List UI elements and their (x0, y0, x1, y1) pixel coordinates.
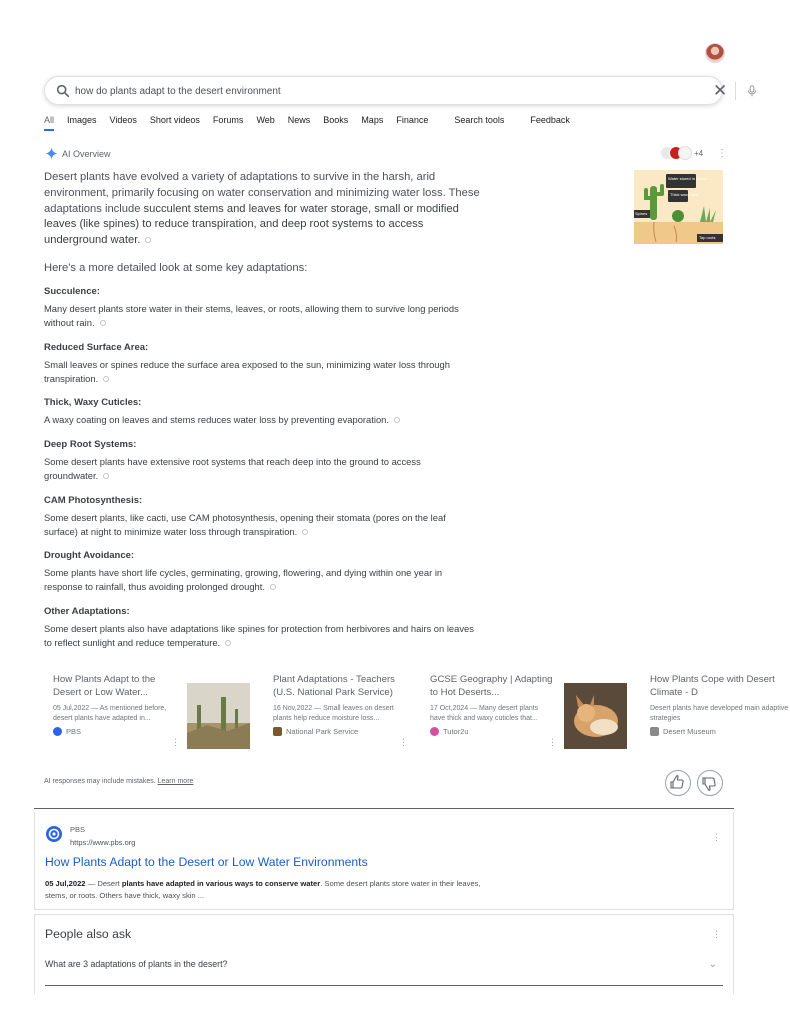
more-options-icon[interactable]: ⋮ (717, 147, 728, 159)
card-source: National Park Service (286, 727, 359, 736)
tab-books[interactable]: Books (323, 115, 349, 125)
paa-divider (45, 985, 723, 986)
card-title[interactable]: Plant Adaptations - Teachers (U.S. National Park Service) (273, 674, 395, 698)
link-icon[interactable] (301, 528, 309, 536)
section-text: A waxy coating on leaves and stems reduces water loss by preventing evaporation. (44, 414, 389, 425)
card-title[interactable]: How Plants Cope with Desert Climate - D (650, 674, 775, 698)
result-date: 05 Jul,2022 (45, 879, 86, 888)
ai-overview-intro (44, 170, 484, 249)
card-title[interactable]: GCSE Geography | Adapting to Hot Deserts... (430, 674, 553, 698)
adaptation-section (44, 286, 476, 330)
section-title: Thick, Waxy Cuticles: (44, 397, 142, 408)
source-card[interactable] (430, 673, 630, 759)
source-count: +4 (694, 148, 704, 158)
adaptation-section (44, 342, 476, 386)
source-card[interactable] (273, 673, 413, 759)
search-divider (735, 82, 736, 100)
card-thumbnail[interactable] (187, 683, 250, 749)
ai-overview-header (44, 146, 111, 161)
tab-finance[interactable]: Finance (396, 115, 429, 125)
people-also-ask (34, 914, 734, 994)
label-stems: Water stored in stems (668, 176, 707, 181)
search-input[interactable] (75, 82, 665, 100)
source-card[interactable] (53, 673, 253, 759)
link-icon[interactable] (102, 472, 110, 480)
adaptation-section (44, 606, 476, 650)
section-text: Some plants have short life cycles, germinating, growing, flowering, and dying within one year in response to rainfall, thus avoiding prolonged drought. (44, 567, 443, 592)
card-snippet: 05 Jul,2022 — As mentioned before, desert plants have adapted in... (53, 705, 167, 722)
section-text: Some desert plants also have adaptations like spines for protection from herbivores and hairs on leaves to reflect sunlight and reduce temperature. (44, 623, 474, 648)
card-snippet: 17 Oct,2024 — Many desert plants have thick and waxy cuticles that... (430, 705, 539, 722)
tab-images[interactable]: Images (67, 115, 97, 125)
detail-heading: Here's a more detailed look at some key adaptations: (44, 262, 308, 274)
link-icon[interactable] (102, 375, 110, 383)
adaptation-section (44, 397, 476, 427)
thumbs-up-icon (666, 771, 690, 795)
desert-museum-favicon (650, 727, 659, 736)
paa-question[interactable]: What are 3 adaptations of plants in the desert? (45, 959, 228, 969)
thumbs-down-button[interactable] (697, 770, 723, 796)
adaptation-section (44, 495, 476, 539)
ai-overview-label: AI Overview (62, 148, 111, 159)
more-options-icon[interactable]: ⋮ (548, 737, 557, 747)
tab-feedback[interactable]: Feedback (530, 115, 570, 125)
tab-maps[interactable]: Maps (361, 115, 384, 125)
search-result (34, 812, 734, 910)
intro-highlight: succulent stems and leaves for water storage, small or modified leaves (like spines) to reduce transpiration, and deep root systems to access underground water (44, 202, 459, 247)
source-card[interactable] (650, 673, 789, 759)
section-title: Deep Root Systems: (44, 439, 137, 450)
sparkle-icon (44, 146, 59, 161)
tab-web[interactable]: Web (256, 115, 275, 125)
snippet-text: — Desert (85, 879, 122, 888)
intro-end: . (137, 234, 141, 247)
section-title: CAM Photosynthesis: (44, 495, 143, 506)
section-title: Reduced Surface Area: (44, 342, 149, 353)
tab-all[interactable]: All (44, 112, 54, 131)
source-favicon (678, 146, 692, 160)
paa-heading: People also ask (45, 927, 132, 941)
card-source: Desert Museum (663, 727, 716, 736)
result-url[interactable]: https://www.pbs.org (70, 838, 136, 847)
section-text: Small leaves or spines reduce the surface area exposed to the sun, minimizing water loss through transpiration. (44, 359, 450, 384)
tab-videos[interactable]: Videos (109, 115, 137, 125)
snippet-bold: plants have adapted in various ways to conserve water (121, 879, 321, 888)
section-title: Drought Avoidance: (44, 550, 135, 561)
link-icon[interactable] (269, 583, 277, 591)
search-icon[interactable] (55, 83, 71, 99)
search-bar[interactable] (44, 76, 728, 105)
thumbs-down-icon (698, 771, 722, 795)
card-snippet: Desert plants have developed main adaptive strategies (650, 705, 789, 722)
section-title: Other Adaptations: (44, 606, 130, 617)
section-divider (34, 808, 734, 809)
tab-short-videos[interactable]: Short videos (149, 115, 200, 125)
snippet-text: . Some desert plants store water in their leaves, stems, or roots. Others have thick, waxy skin ... (45, 879, 481, 900)
more-options-icon[interactable]: ⋮ (399, 737, 408, 747)
thumbs-up-button[interactable] (665, 770, 691, 796)
tab-search-tools[interactable]: Search tools (454, 115, 505, 125)
more-options-icon[interactable]: ⋮ (712, 929, 721, 939)
label-roots: Tap roots (699, 235, 716, 240)
link-icon[interactable] (98, 319, 106, 327)
section-title: Succulence: (44, 286, 100, 297)
card-thumbnail[interactable] (564, 683, 627, 749)
desert-plant-diagram-image[interactable] (634, 170, 723, 244)
section-text: Some desert plants, like cacti, use CAM photosynthesis, opening their stomata (pores on the leaf surface) at night to minimize water loss through transpiration. (44, 512, 446, 537)
more-options-icon[interactable]: ⋮ (171, 737, 180, 747)
pbs-favicon[interactable] (46, 826, 62, 842)
tab-forums[interactable]: Forums (212, 115, 244, 125)
section-text: Some desert plants have extensive root systems that reach deep into the ground to access groundwater. (44, 456, 421, 481)
card-title[interactable]: How Plants Adapt to the Desert or Low Water... (53, 674, 156, 698)
learn-more-link[interactable]: Learn more (157, 778, 194, 785)
card-source: Tutor2u (443, 727, 469, 736)
link-icon[interactable] (393, 416, 401, 424)
source-cards (44, 673, 789, 759)
result-site-name[interactable]: PBS (70, 825, 86, 834)
link-icon[interactable] (224, 639, 232, 647)
label-spines: Spines (635, 211, 648, 216)
card-source: PBS (66, 727, 82, 736)
pbs-favicon (53, 727, 62, 736)
link-icon[interactable] (144, 236, 152, 244)
tab-news[interactable]: News (287, 115, 311, 125)
label-skin: Thick waxy skin (670, 192, 699, 197)
ai-disclaimer (44, 778, 193, 785)
chevron-down-icon[interactable]: ⌄ (708, 959, 717, 970)
card-snippet: 16 Nov,2022 — Small leaves on desert plants help reduce moisture loss... (273, 705, 394, 722)
ai-sources[interactable] (660, 146, 727, 160)
clear-icon[interactable]: ✕ (713, 81, 728, 100)
adaptation-section (44, 550, 476, 594)
more-options-icon[interactable]: ⋮ (712, 832, 721, 842)
result-title-link[interactable]: How Plants Adapt to the Desert or Low Water Environments (45, 855, 368, 869)
result-snippet (45, 878, 485, 902)
avatar[interactable] (705, 43, 725, 63)
nps-favicon (273, 727, 282, 736)
microphone-icon[interactable] (745, 83, 759, 99)
tutor2u-favicon (430, 727, 439, 736)
section-text: Many desert plants store water in their stems, leaves, or roots, allowing them to survive long periods without rain. (44, 303, 459, 328)
intro-text: Desert plants have evolved a variety of adaptations to survive in the harsh, arid environment, primarily focusing on water conservation and minimizing water loss. These adaptations include (44, 171, 480, 215)
search-tabs (44, 112, 583, 134)
disclaimer-text: AI responses may include mistakes. (44, 778, 156, 785)
adaptation-section (44, 439, 476, 483)
